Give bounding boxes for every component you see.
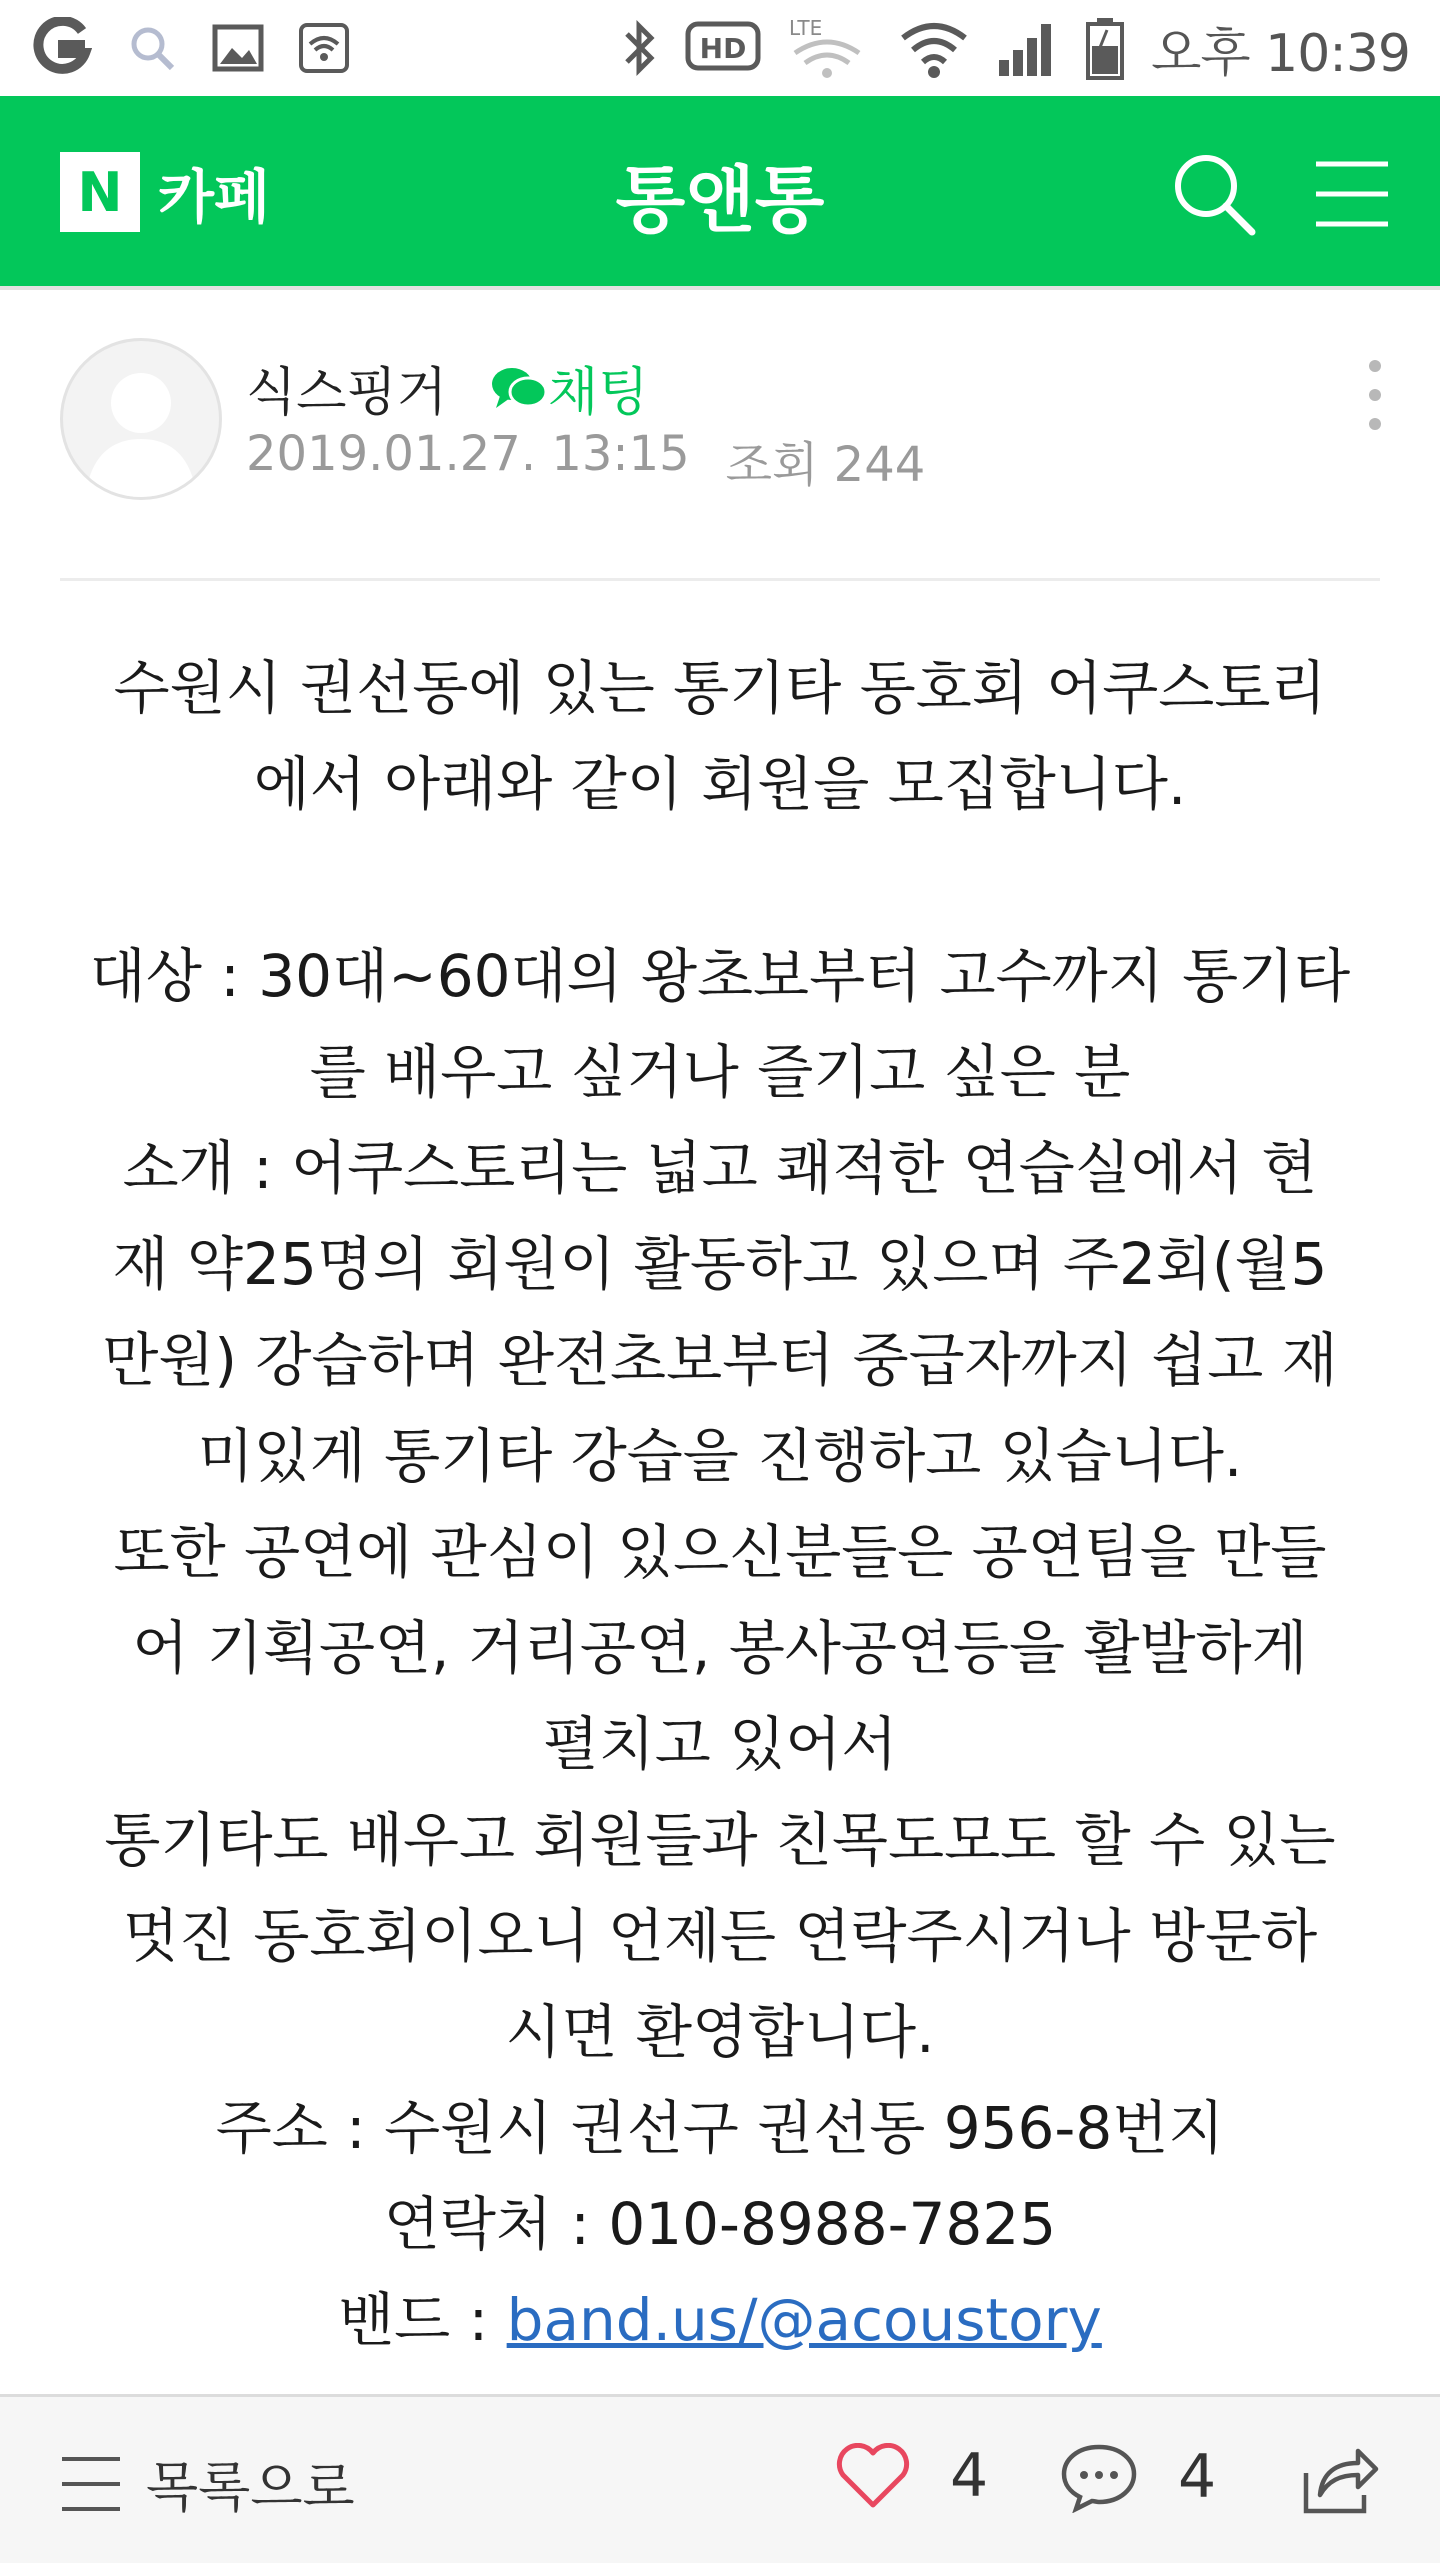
body-line: 미있게 통기타 강습을 진행하고 있습니다. [197,1422,1243,1490]
search-button[interactable] [1170,150,1258,238]
post-date: 2019.01.27. 13:15 [246,426,690,482]
more-dot-icon [1369,418,1381,430]
body-line: 대상 : 30대~60대의 왕초보부터 고수까지 통기타 [89,942,1351,1010]
app-g-icon [30,17,92,79]
body-line: 재 약25명의 회원이 활동하고 있으며 주2회(월5 [112,1230,1328,1298]
author-name[interactable]: 식스핑거 [246,363,447,423]
svg-text:HD: HD [699,32,747,65]
body-line: 를 배우고 싶거나 즐기고 싶은 분 [309,1038,1131,1106]
body-line: 시면 환영합니다. [505,1998,935,2066]
logo-letter: N [77,160,123,224]
chat-bubble-icon [490,364,548,412]
body-line: 또한 공연에 관심이 있으신분들은 공연팀을 만들 [113,1518,1327,1586]
body-line: 통기타도 배우고 회원들과 친목도모도 할 수 있는 [104,1806,1336,1874]
like-count: 4 [950,2441,989,2511]
list-icon [60,2453,122,2515]
app-bar [0,96,1440,286]
content-divider [60,578,1380,581]
share-button[interactable] [1300,2439,1380,2519]
heart-icon [836,2443,910,2509]
bluetooth-icon [619,18,659,78]
blank-line [50,832,1390,928]
band-line [50,2272,1390,2368]
hd-icon [685,18,761,78]
status-time: 오후 10:39 [1151,23,1410,84]
body-line: 펼치고 있어서 [542,1710,898,1778]
image-icon [212,22,264,74]
body-line: 어 기획공연, 거리공연, 봉사공연등을 활발하게 [132,1614,1308,1682]
comment-count: 4 [1178,2442,1217,2512]
chat-link[interactable] [490,350,648,425]
lte-icon [787,13,873,83]
status-bar [0,0,1440,96]
hamburger-menu-icon [1310,154,1394,234]
post-views: 조회 244 [725,437,926,493]
like-button[interactable] [836,2441,988,2511]
comment-bubble-icon [1060,2441,1138,2513]
band-link[interactable]: band.us/@acoustory [506,2286,1102,2354]
list-label: 목록으로 [146,2456,355,2519]
post-meta [246,426,925,495]
appbar-shadow [0,286,1440,290]
body-line: 만원) 강습하며 완전초보부터 중급자까지 쉽고 재 [102,1326,1338,1394]
body-line: 소개 : 어쿠스토리는 넓고 쾌적한 연습실에서 현 [122,1134,1318,1202]
default-profile-icon [63,341,219,497]
band-label: 밴드 : [338,2286,507,2354]
cafe-title[interactable]: 통앤통 [615,158,825,242]
author-avatar[interactable] [60,338,222,500]
comment-button[interactable] [1060,2441,1216,2513]
logo-text: 카페 [158,163,271,231]
wifi-settings-icon [298,22,350,74]
search-icon [1170,150,1258,238]
more-options-button[interactable] [1360,360,1390,430]
menu-button[interactable] [1310,154,1394,234]
bottom-bar [0,2394,1440,2563]
svg-text:LTE: LTE [789,16,823,40]
signal-icon [995,18,1059,78]
address-line: 주소 : 수원시 권선구 권선동 956-8번지 [215,2094,1225,2162]
body-line: 에서 아래와 같이 회원을 모집합니다. [253,750,1187,818]
more-dot-icon [1369,360,1381,372]
post-body [50,640,1390,2390]
more-dot-icon [1369,389,1381,401]
contact-line: 연락처 : 010-8988-7825 [383,2190,1057,2258]
search-notification-icon [126,22,178,74]
body-line: 수원시 권선동에 있는 통기타 동호회 어쿠스토리 [113,654,1327,722]
wifi-icon [899,16,969,80]
chat-label: 채팅 [548,363,649,423]
back-to-list-button[interactable] [60,2445,355,2522]
battery-icon [1085,16,1125,80]
body-line: 멋진 동호회이오니 언제든 연락주시거나 방문하 [122,1902,1318,1970]
share-icon [1300,2439,1380,2519]
